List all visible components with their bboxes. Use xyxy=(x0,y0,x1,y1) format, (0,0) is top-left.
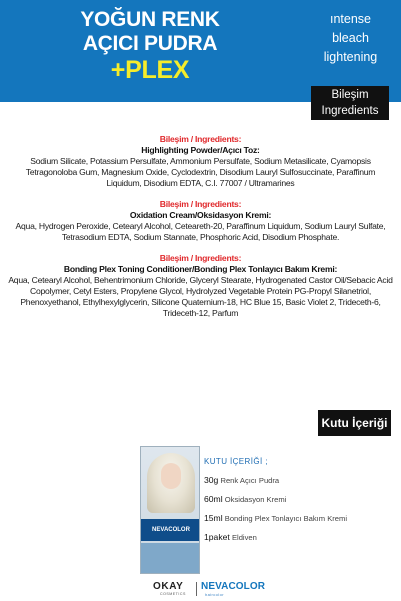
title-line-1: YOĞUN RENK xyxy=(80,8,220,31)
box-lower-band xyxy=(141,543,200,573)
header-side-text xyxy=(300,10,401,67)
box-contents-title: KUTU İÇERİĞİ ; xyxy=(204,457,268,466)
product-box-image xyxy=(140,446,200,574)
box-brand-band: NEVACOLOR xyxy=(141,519,200,541)
list-item xyxy=(204,528,394,547)
item-description: Renk Açıcı Pudra xyxy=(220,476,280,485)
section-label: Bileşim / Ingredients: xyxy=(159,199,242,209)
list-item xyxy=(204,490,394,509)
ingredients-tag-line-2: Ingredients xyxy=(321,105,379,117)
box-contents-list xyxy=(204,452,394,547)
section-text: Sodium Silicate, Potassium Persulfate, Ammonium Persulfate, Sodium Metasilicate, Cyamopsis Tetragonoloba Gum, Magnesium Oxide, Cyclodextrin, Disodium Lauryl Sulfosuccinate, Paraffinum Liquidum, Disodium EDTA, C.I. 77007 / Ultramarines xyxy=(25,156,376,188)
okay-logo: OKAY xyxy=(153,581,184,592)
product-box xyxy=(140,446,200,574)
nevacolor-logo: NEVACOLOR xyxy=(201,581,266,592)
section-text: Aqua, Cetearyl Alcohol, Behentrimonium Chloride, Glyceryl Stearate, Hydrogenated Castor Oil/Sebacic Acid Copolymer, Cetyl Esters, Propylene Glycol, Hydrolyzed Vegetable Protein PG-Propyl Silanetriol, Phenoxyethanol, Ethylhexylglycerin, Silicone Quaternium-18, HC Blue 15, Basic Violet 2, Trideceth-6, Trideceth-12, Parfum xyxy=(8,275,393,318)
product-title xyxy=(0,8,300,84)
section-label: Bileşim / Ingredients: xyxy=(159,253,242,263)
ingredient-section-oxidation xyxy=(0,199,401,243)
model-face xyxy=(161,463,181,489)
side-line-1: ıntense xyxy=(329,12,371,26)
nevacolor-logo-subtitle: haircolor xyxy=(205,592,224,597)
brand-footer xyxy=(0,580,401,600)
ingredients-content xyxy=(0,134,401,329)
okay-logo-subtitle: COSMETICS xyxy=(160,592,186,596)
section-subtitle: Highlighting Powder/Açıcı Toz: xyxy=(141,145,260,155)
section-label: Bileşim / Ingredients: xyxy=(159,134,242,144)
item-description: Eldiven xyxy=(231,533,257,542)
logo-divider xyxy=(196,582,197,596)
item-description: Bonding Plex Tonlayıcı Bakım Kremi xyxy=(224,514,348,523)
ingredients-tag xyxy=(311,86,389,120)
item-quantity: 1paket xyxy=(204,532,230,542)
item-quantity: 60ml xyxy=(204,494,223,504)
ingredient-section-conditioner xyxy=(0,253,401,319)
side-line-3: lightening xyxy=(323,50,378,64)
item-quantity: 15ml xyxy=(204,513,223,523)
ingredient-section-powder xyxy=(0,134,401,189)
list-item xyxy=(204,471,394,490)
ingredients-tag-line-1: Bileşim xyxy=(331,89,369,101)
section-subtitle: Bonding Plex Toning Conditioner/Bonding Plex Tonlayıcı Bakım Kremi: xyxy=(63,264,338,274)
title-plex: +PLEX xyxy=(110,56,190,84)
section-text: Aqua, Hydrogen Peroxide, Cetearyl Alcohol, Ceteareth-20, Paraffinum Liquidum, Sodium Lauryl Sulfate, Tetrasodium EDTA, Sodium Stannate, Phosphoric Acid, Disodium Phosphate. xyxy=(15,221,386,242)
item-description: Oksidasyon Kremi xyxy=(224,495,287,504)
item-quantity: 30g xyxy=(204,475,219,485)
section-subtitle: Oxidation Cream/Oksidasyon Kremi: xyxy=(129,210,272,220)
box-contents-tag: Kutu İçeriği xyxy=(318,410,391,436)
list-item xyxy=(204,509,394,528)
side-line-2: bleach xyxy=(332,31,369,45)
title-line-2: AÇICI PUDRA xyxy=(82,32,218,55)
